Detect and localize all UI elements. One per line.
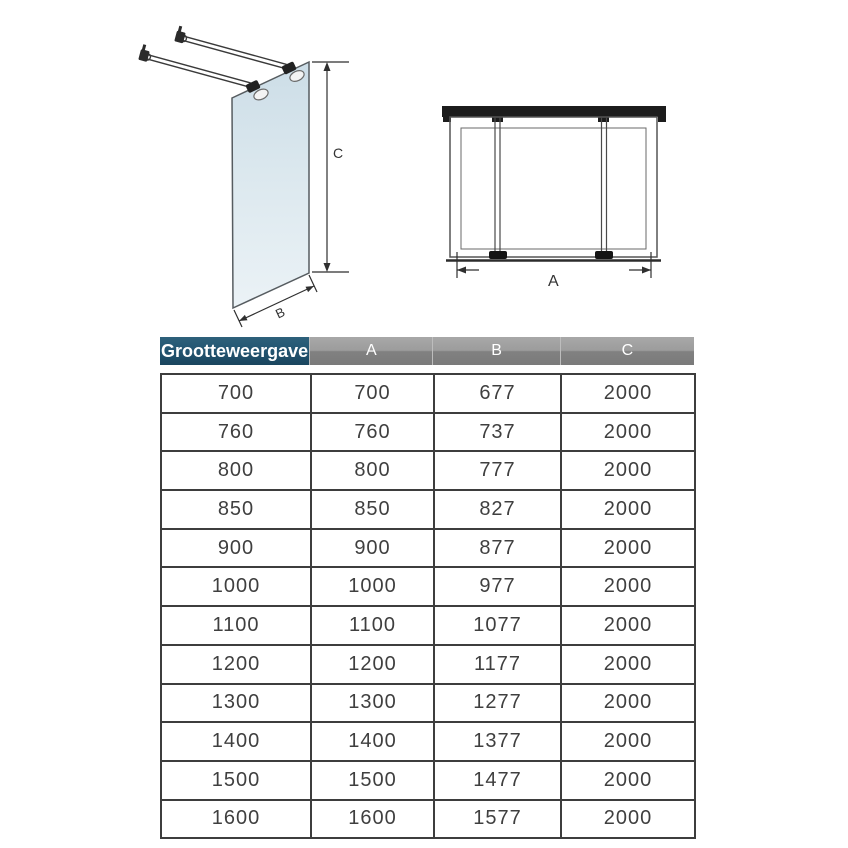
table-cell: 2000: [561, 490, 695, 529]
table-cell: 900: [311, 529, 434, 568]
wall-profile: [442, 106, 666, 117]
perspective-diagram: [138, 26, 349, 327]
table-cell: 1100: [311, 606, 434, 645]
table-cell: 1377: [434, 722, 561, 761]
size-table-grid: [160, 373, 696, 839]
table-cell: 1100: [161, 606, 311, 645]
table-cell: 1477: [434, 761, 561, 800]
table-cell: 737: [434, 413, 561, 452]
table-cell: 1600: [161, 800, 311, 839]
dimension-label-a: A: [548, 273, 559, 290]
table-cell: 1000: [161, 567, 311, 606]
support-bar-front: [145, 53, 251, 87]
glass-outline: [461, 128, 646, 249]
dimension-label-c: C: [333, 145, 344, 161]
size-table-header-title: Grootteweergave: [160, 337, 309, 365]
size-table: [160, 337, 694, 839]
table-cell: 1300: [311, 684, 434, 723]
glass-panel: [232, 62, 309, 308]
table-cell: 2000: [561, 722, 695, 761]
table-cell: 2000: [561, 451, 695, 490]
table-cell: 2000: [561, 761, 695, 800]
size-table-header-c: C: [560, 337, 694, 365]
table-cell: 1200: [311, 645, 434, 684]
table-row: [161, 645, 695, 684]
table-row: [161, 800, 695, 839]
table-cell: 700: [161, 374, 311, 413]
table-cell: 800: [311, 451, 434, 490]
table-row: [161, 490, 695, 529]
table-cell: 1177: [434, 645, 561, 684]
top-view-diagram: [442, 106, 666, 290]
dimension-label-b: B: [273, 304, 288, 322]
table-cell: 1400: [311, 722, 434, 761]
table-cell: 2000: [561, 800, 695, 839]
table-cell: 1600: [311, 800, 434, 839]
table-row: [161, 684, 695, 723]
table-cell: 2000: [561, 567, 695, 606]
table-cell: 877: [434, 529, 561, 568]
panel-outline: [450, 117, 657, 257]
table-cell: 2000: [561, 645, 695, 684]
table-cell: 2000: [561, 606, 695, 645]
table-cell: 760: [311, 413, 434, 452]
dimension-c: [312, 62, 349, 272]
table-cell: 760: [161, 413, 311, 452]
table-row: [161, 722, 695, 761]
table-cell: 2000: [561, 374, 695, 413]
table-cell: 800: [161, 451, 311, 490]
table-row: [161, 761, 695, 800]
table-cell: 1500: [161, 761, 311, 800]
table-cell: 1000: [311, 567, 434, 606]
table-row: [161, 567, 695, 606]
table-cell: 677: [434, 374, 561, 413]
table-row: [161, 606, 695, 645]
size-table-header-b: B: [432, 337, 559, 365]
table-cell: 850: [161, 490, 311, 529]
table-cell: 850: [311, 490, 434, 529]
table-cell: 827: [434, 490, 561, 529]
table-cell: 1200: [161, 645, 311, 684]
table-cell: 1300: [161, 684, 311, 723]
table-cell: 700: [311, 374, 434, 413]
support-bar-back: [181, 35, 287, 69]
table-cell: 2000: [561, 684, 695, 723]
table-cell: 1577: [434, 800, 561, 839]
table-cell: 1500: [311, 761, 434, 800]
table-cell: 900: [161, 529, 311, 568]
table-cell: 977: [434, 567, 561, 606]
size-table-header-a: A: [309, 337, 432, 365]
table-cell: 2000: [561, 413, 695, 452]
table-cell: 1400: [161, 722, 311, 761]
table-cell: 1077: [434, 606, 561, 645]
top-view-support-bars: [495, 117, 607, 253]
size-table-body: [161, 374, 695, 838]
diagrams-canvas: [0, 0, 848, 335]
bottom-clamps: [489, 251, 613, 259]
table-row: [161, 374, 695, 413]
table-cell: 777: [434, 451, 561, 490]
table-row: [161, 451, 695, 490]
table-row: [161, 529, 695, 568]
table-row: [161, 413, 695, 452]
table-cell: 2000: [561, 529, 695, 568]
size-table-header: [160, 337, 694, 365]
table-cell: 1277: [434, 684, 561, 723]
